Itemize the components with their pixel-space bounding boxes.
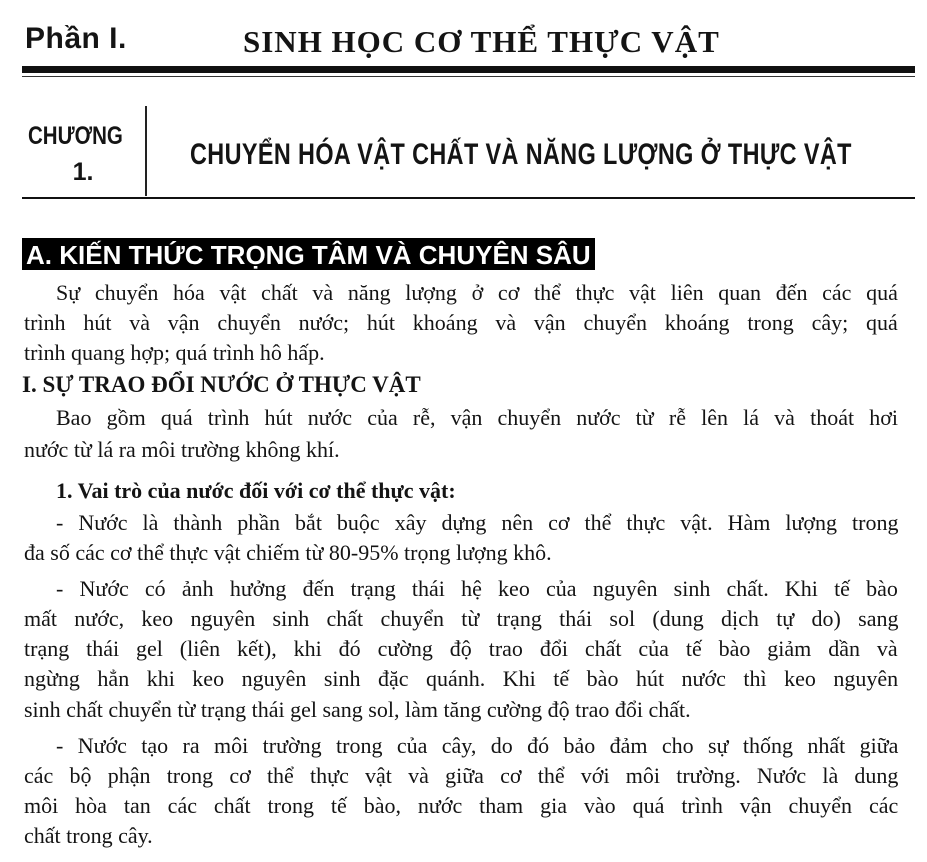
paragraph-line: nước từ lá ra môi trường không khí. <box>24 437 340 462</box>
paragraph-line: ngừng hẳn khi keo nguyên sinh đặc quánh. Khi tế bào hút nước thì keo nguyên <box>24 666 899 691</box>
paragraph-line: đa số các cơ thể thực vật chiếm từ 80-95% trọng lượng khô. <box>24 540 552 565</box>
paragraph-line: - Nước là thành phần bắt buộc xây dựng nên cơ thể thực vật. Hàm lượng trong <box>56 510 899 535</box>
header-rule-thin <box>22 76 915 77</box>
part-label: Phần I. <box>25 22 127 55</box>
paragraph-line: các bộ phận trong cơ thể thực vật và giữa cơ thể với môi trường. Nước là dung <box>24 763 899 788</box>
paragraph-line: trình hút và vận chuyển nước; hút khoáng và vận chuyển khoáng trong cây; quá <box>24 310 898 335</box>
paragraph-line: trình quang hợp; quá trình hô hấp. <box>24 340 325 365</box>
subsection-heading: 1. Vai trò của nước đối với cơ thể thực vật: <box>56 478 456 503</box>
section-i-heading: I. SỰ TRAO ĐỔI NƯỚC Ở THỰC VẬT <box>22 372 421 397</box>
paragraph-line: Bao gồm quá trình hút nước của rễ, vận chuyển nước từ rễ lên lá và thoát hơi <box>56 405 898 430</box>
paragraph-line: sinh chất chuyển từ trạng thái gel sang sol, làm tăng cường độ trao đổi chất. <box>24 697 691 722</box>
paragraph-line: Sự chuyển hóa vật chất và năng lượng ở cơ thể thực vật liên quan đến các quá <box>56 280 898 305</box>
chapter-number: 1. <box>72 158 94 186</box>
paragraph-line: - Nước có ảnh hưởng đến trạng thái hệ keo của nguyên sinh chất. Khi tế bào <box>56 576 898 601</box>
header-rule <box>22 66 915 73</box>
section-a-heading: A. KIẾN THỨC TRỌNG TÂM VÀ CHUYÊN SÂU <box>22 238 595 270</box>
paragraph-line: mất nước, keo nguyên sinh chất chuyển từ trạng thái sol (dung dịch tự do) sang <box>24 606 899 631</box>
chapter-rule <box>22 197 915 199</box>
chapter-label: CHƯƠNG <box>28 122 123 150</box>
chapter-title: CHUYỂN HÓA VẬT CHẤT VÀ NĂNG LƯỢNG Ở THỰC VẬT <box>190 138 852 171</box>
paragraph-line: chất trong cây. <box>24 823 153 848</box>
paragraph-line: - Nước tạo ra môi trường trong của cây, do đó bảo đảm cho sự thống nhất giữa <box>56 733 899 758</box>
chapter-divider <box>145 106 147 196</box>
part-title: SINH HỌC CƠ THỂ THỰC VẬT <box>243 24 720 59</box>
paragraph-line: trạng thái gel (liên kết), khi đó cường độ trao đổi chất của tế bào giảm dần và <box>24 636 898 661</box>
paragraph-line: môi hòa tan các chất trong tế bào, nước tham gia vào quá trình vận chuyển các <box>24 793 899 818</box>
